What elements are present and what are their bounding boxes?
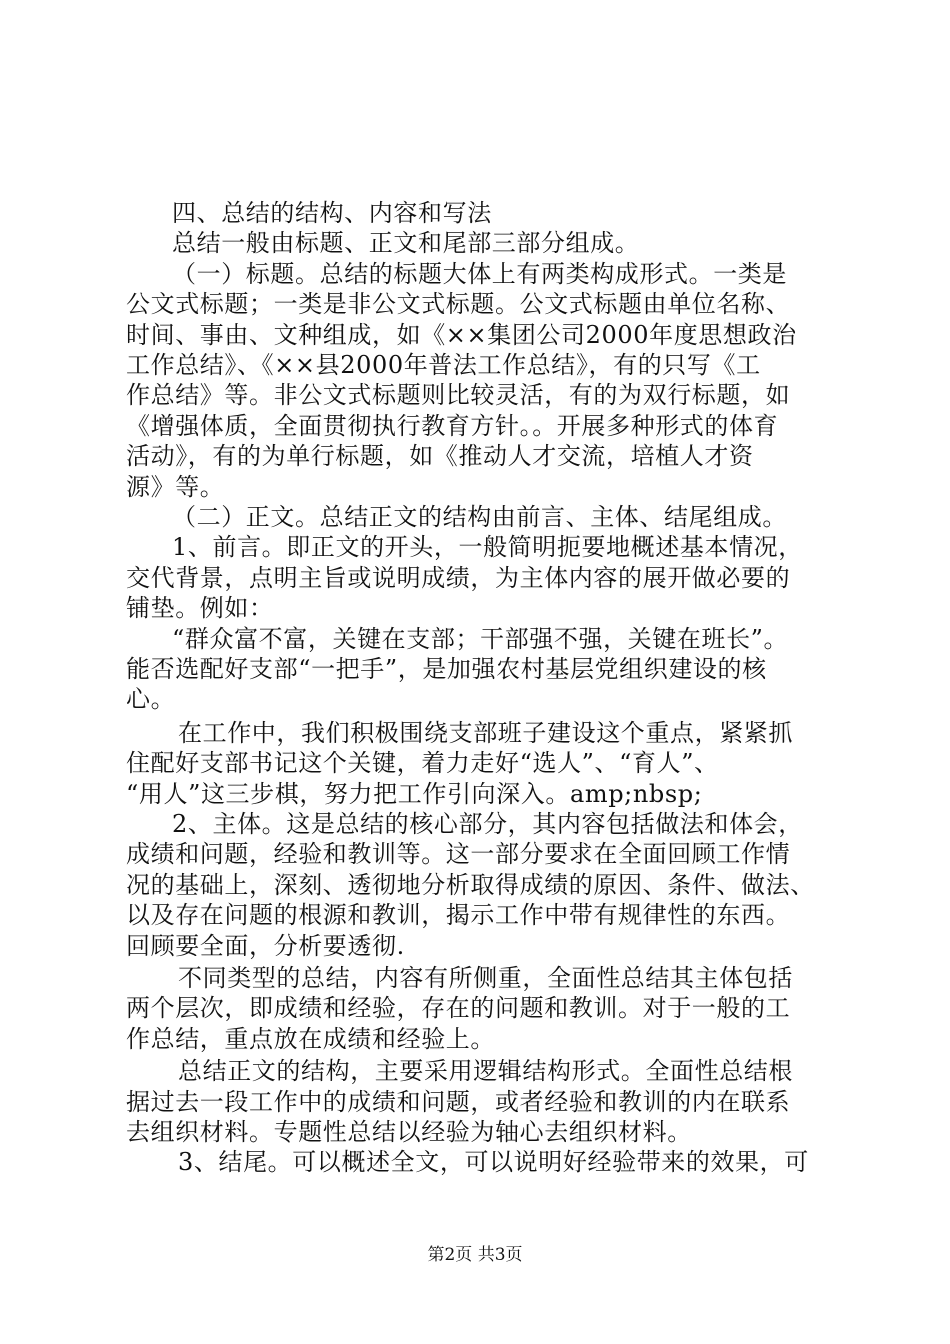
paragraph-line: 总结一般由标题、正文和尾部三部分组成。 [172, 229, 640, 258]
paragraph-line: 据过去一段工作中的成绩和问题，或者经验和教训的内在联系 [126, 1087, 791, 1116]
paragraph-line: 《增强体质，全面贯彻执行教育方针。。开展多种形式的体育 [126, 411, 779, 440]
paragraph-line: 住配好支部书记这个关键，着力走好“选人”、“育人”、 [126, 749, 719, 778]
paragraph-line: 能否选配好支部“一把手”，是加强农村基层党组织建设的核 [126, 655, 767, 683]
paragraph-line: 源》等。 [126, 472, 225, 501]
section-heading: 四、总结的结构、内容和写法 [172, 199, 492, 227]
paragraph-line: 公文式标题；一类是非公文式标题。公文式标题由单位名称、 [126, 290, 791, 319]
paragraph-line: 1、前言。即正文的开头，一般简明扼要地概述基本情况， [172, 533, 803, 562]
paragraph-line: 况的基础上，深刻、透彻地分析取得成绩的原因、条件、做法、 [126, 870, 815, 899]
paragraph-line: 时间、事由、文种组成，如《××集团公司2000年度思想政治 [126, 320, 797, 349]
paragraph-line: （二）正文。总结正文的结构由前言、主体、结尾组成。 [172, 503, 787, 531]
paragraph-line: 工作总结》、《××县2000年普法工作总结》，有的只写《工 [126, 351, 761, 379]
paragraph-line: 2、主体。这是总结的核心部分，其内容包括做法和体会， [172, 810, 803, 838]
quote-line: “群众富不富，关键在支部；干部强不强，关键在班长”。 [172, 624, 789, 653]
paragraph-line: 3、结尾。可以概述全文，可以说明好经验带来的效果，可 [178, 1148, 809, 1177]
paragraph-line: 去组织材料。专题性总结以经验为轴心去组织材料。 [126, 1118, 692, 1146]
paragraph-line: 在工作中，我们积极围绕支部班子建设这个重点，紧紧抓 [178, 718, 793, 747]
paragraph-line: 总结正文的结构，主要采用逻辑结构形式。全面性总结根 [178, 1057, 793, 1086]
page-number-footer: 第2页 共3页 [427, 1245, 523, 1265]
paragraph-line: “用人”这三步棋，努力把工作引向深入。amp;nbsp; [126, 779, 703, 808]
paragraph-line: （一）标题。总结的标题大体上有两类构成形式。一类是 [172, 259, 787, 288]
paragraph-line: 铺垫。例如： [126, 594, 274, 623]
paragraph-line: 作总结》等。非公文式标题则比较灵活，有的为双行标题，如 [126, 381, 791, 410]
paragraph-line: 以及存在问题的根源和教训，揭示工作中带有规律性的东西。 [126, 901, 791, 930]
paragraph-line: 成绩和问题，经验和教训等。这一部分要求在全面回顾工作情 [126, 840, 791, 869]
paragraph-line: 两个层次，即成绩和经验，存在的问题和教训。对于一般的工 [126, 994, 791, 1023]
paragraph-line: 交代背景，点明主旨或说明成绩，为主体内容的展开做必要的 [126, 563, 791, 592]
paragraph-line: 回顾要全面，分析要透彻. [126, 931, 405, 960]
paragraph-line: 活动》，有的为单行标题，如《推动人才交流，培植人才资 [126, 442, 754, 471]
paragraph-line: 心。 [126, 685, 176, 714]
paragraph-line: 不同类型的总结，内容有所侧重，全面性总结其主体包括 [178, 964, 793, 992]
paragraph-line: 作总结，重点放在成绩和经验上。 [126, 1024, 495, 1053]
